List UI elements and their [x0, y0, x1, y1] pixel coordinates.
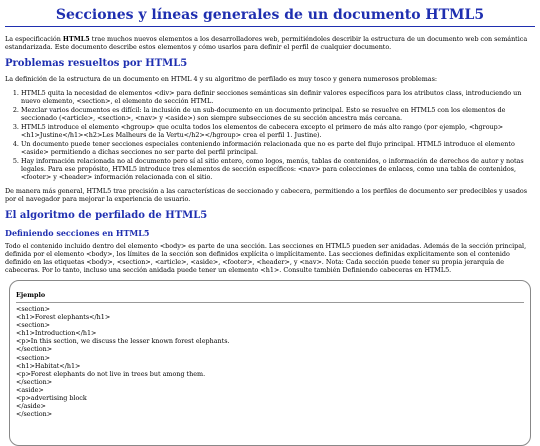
example-divider	[16, 302, 524, 303]
code-line: </section>	[16, 345, 53, 354]
list-item: 4. Un documento puede tener secciones especiales conteniendo información relacionada que no es parte del flujo principal. HTML5 introduce el elemento <aside> permitiendo a dichas secciones no ser parte del perfil principal.	[21, 140, 535, 156]
problems-lead: La definición de la estructura de un documento en HTML 4 y su algoritmo de perfilado es muy tosco y genera numerosos problemas:	[5, 75, 438, 84]
example-code	[16, 305, 524, 419]
code-line: <h1>Forest elephants</h1>	[16, 312, 111, 321]
list-item: 2. Mezclar varios documentos es difícil: la inclusión de un sub-documento en un documento principal. Esto se resuelve en HTML5 con los elementos de seccionado (<article>, <section>, <nav> y <aside>) son siempre subsecciones de su sección ancestra más cercana.	[21, 106, 535, 122]
code-line: </section>	[16, 410, 53, 419]
defining-sections-body: Todo el contenido incluido dentro del elemento <body> es parte de una sección. Las secciones en HTML5 pueden ser anidadas. Además de la sección principal, definida por el elemento <body>, los límites de la sección son definidos explícita o implícitamente. Las secciones definidas explícitamente son el contenido definido en las etiquetas <body>, <section>, <article>, <aside>, <footer>, <header>, y <nav>. Nota: Cada sección puede tener su propia jerarquía de cabeceras. Por lo tanto, incluso una sección anidada puede tener un elemento <h1>. Consulte también Definiendo cabeceras en HTML5.	[5, 241, 527, 274]
page-title: Secciones y líneas generales de un documento HTML5	[5, 7, 535, 27]
intro-text-before: La especificación	[5, 34, 63, 43]
list-item: 1. HTML5 quita la necesidad de elementos <div> para definir secciones semánticas sin definir valores específicos para los atributos class, introduciendo un nuevo elemento, <section>, el elemento de sección HTML.	[21, 89, 535, 105]
problems-closing: De manera más general, HTML5 trae precisión a las características de seccionado y cabecera, permitiendo a los perfiles de documento ser predecibles y usados por el navegador para mejorar la experiencia de usuario.	[5, 187, 528, 204]
list-item: 3. HTML5 introduce el elemento <hgroup> que oculta todos los elementos de cabecera excepto el primero de más alto rango (por ejemplo, <hgroup><h1>Justine</h1><h2>Les Malheurs de la Vertu</h2></hgroup> crea el perfil 1. Justine).	[21, 123, 535, 139]
code-line: <h1>Introduction</h1>	[16, 329, 97, 338]
code-line: </section>	[16, 377, 53, 386]
intro-paragraph	[5, 35, 535, 51]
list-item: 5. Hay información relacionada no al documento pero sí al sitio entero, como logos, menús, tablas de contenidos, o información de derechos de autor y notas legales. Para ese propósito, HTML5 introduce tres elementos de sección específicos: <nav> para colecciones de enlaces, como una tabla de contenidos, <footer> y <header> información relacionada con el sitio.	[21, 157, 535, 181]
code-line: <section>	[16, 304, 50, 313]
problems-heading: Problemas resueltos por HTML5	[5, 57, 188, 69]
algorithm-heading: El algoritmo de perfilado de HTML5	[5, 210, 208, 222]
code-line: <section>	[16, 321, 50, 330]
code-line: <aside>	[16, 386, 44, 395]
code-line: <p>advertising block	[16, 394, 87, 403]
code-line: </aside>	[16, 402, 46, 411]
example-title: Ejemplo	[16, 290, 46, 299]
defining-sections-heading: Definiendo secciones en HTML5	[5, 227, 150, 238]
intro-bold-html5: HTML5	[62, 34, 90, 43]
intro-text-after: trae muchos nuevos elementos a los desarrolladores web, permitiéndoles describir la estructura de un documento web con semántica estandarizada. Este documento describe estos elementos y cómo usarlos para definir el perfil de cualquier documento.	[5, 34, 528, 51]
code-line: <h1>Habitat</h1>	[16, 361, 81, 370]
example-box	[9, 280, 531, 446]
code-line: <p>Forest elephants do not live in trees but among them.	[16, 369, 206, 378]
problems-list	[5, 89, 535, 181]
code-line: <section>	[16, 353, 50, 362]
code-line: <p>In this section, we discuss the lesser known forest elephants.	[16, 337, 230, 346]
